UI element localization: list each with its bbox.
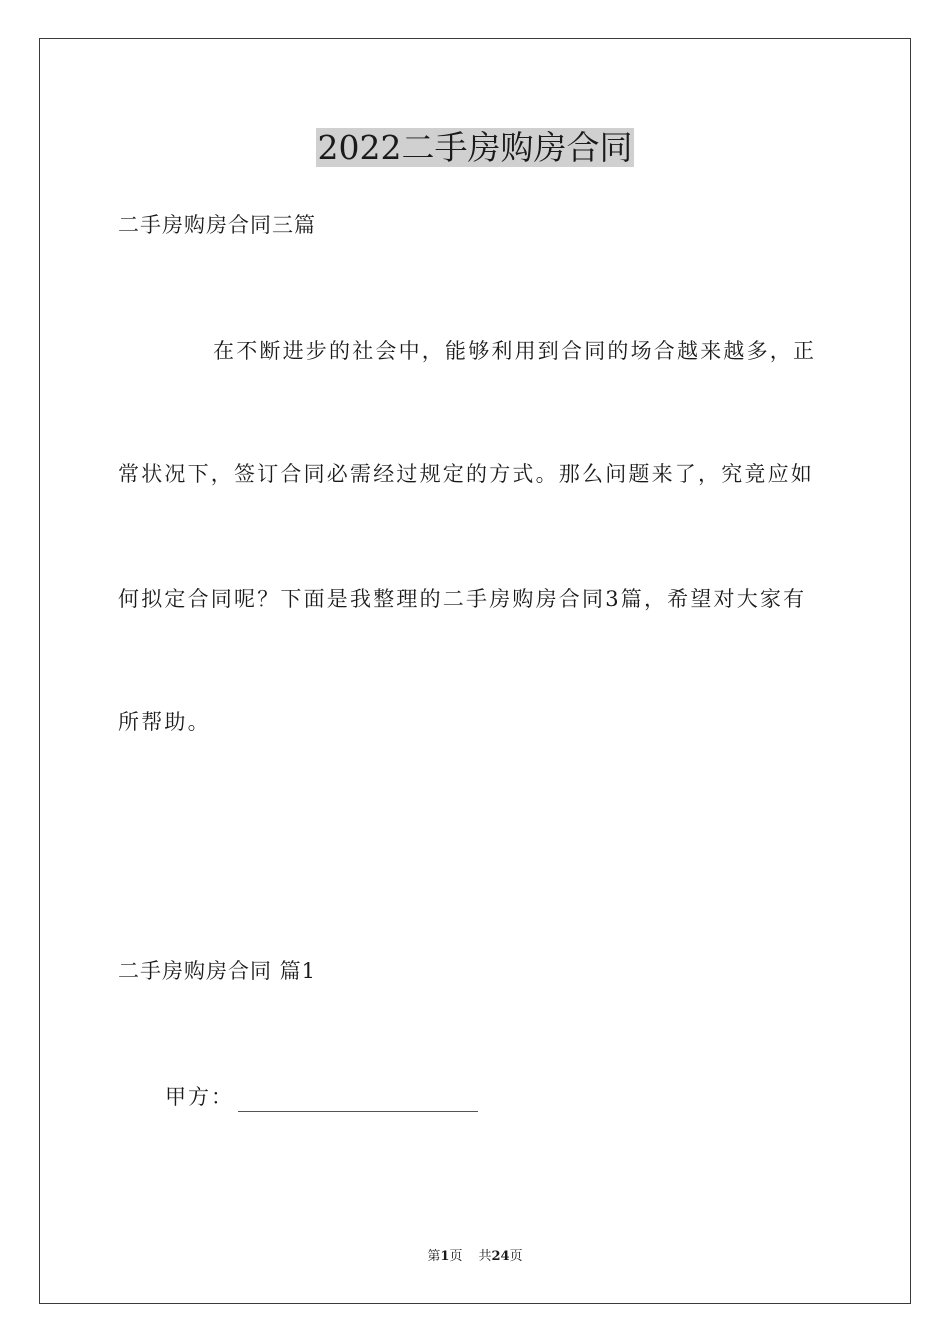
- page-footer: [0, 1248, 950, 1266]
- page-suffix: 页: [449, 1249, 463, 1264]
- intro-paragraph-line: 何拟定合同呢？下面是我整理的二手房购房合同3篇，希望对大家有: [118, 587, 807, 611]
- intro-paragraph-line: 所帮助。: [118, 710, 211, 734]
- total-pages: 24: [491, 1249, 510, 1264]
- total-suffix: 页: [509, 1249, 523, 1264]
- page-prefix: 第: [427, 1249, 441, 1264]
- intro-paragraph-line: 在不断进步的社会中，能够利用到合同的场合越来越多，正: [213, 339, 817, 363]
- section-heading: 二手房购房合同 篇1: [118, 959, 317, 983]
- page-number: 1: [440, 1249, 450, 1264]
- party-a-label: 甲方：: [165, 1085, 234, 1109]
- document-title: [0, 126, 950, 170]
- party-a-blank-field[interactable]: [238, 1089, 478, 1112]
- document-title-text: 2022二手房购房合同: [317, 128, 633, 167]
- party-a-row: [165, 1082, 478, 1112]
- total-prefix: 共: [478, 1249, 492, 1264]
- intro-paragraph-line: 常状况下，签订合同必需经过规定的方式。那么问题来了，究竟应如: [118, 462, 814, 486]
- document-subtitle: 二手房购房合同三篇: [118, 213, 316, 237]
